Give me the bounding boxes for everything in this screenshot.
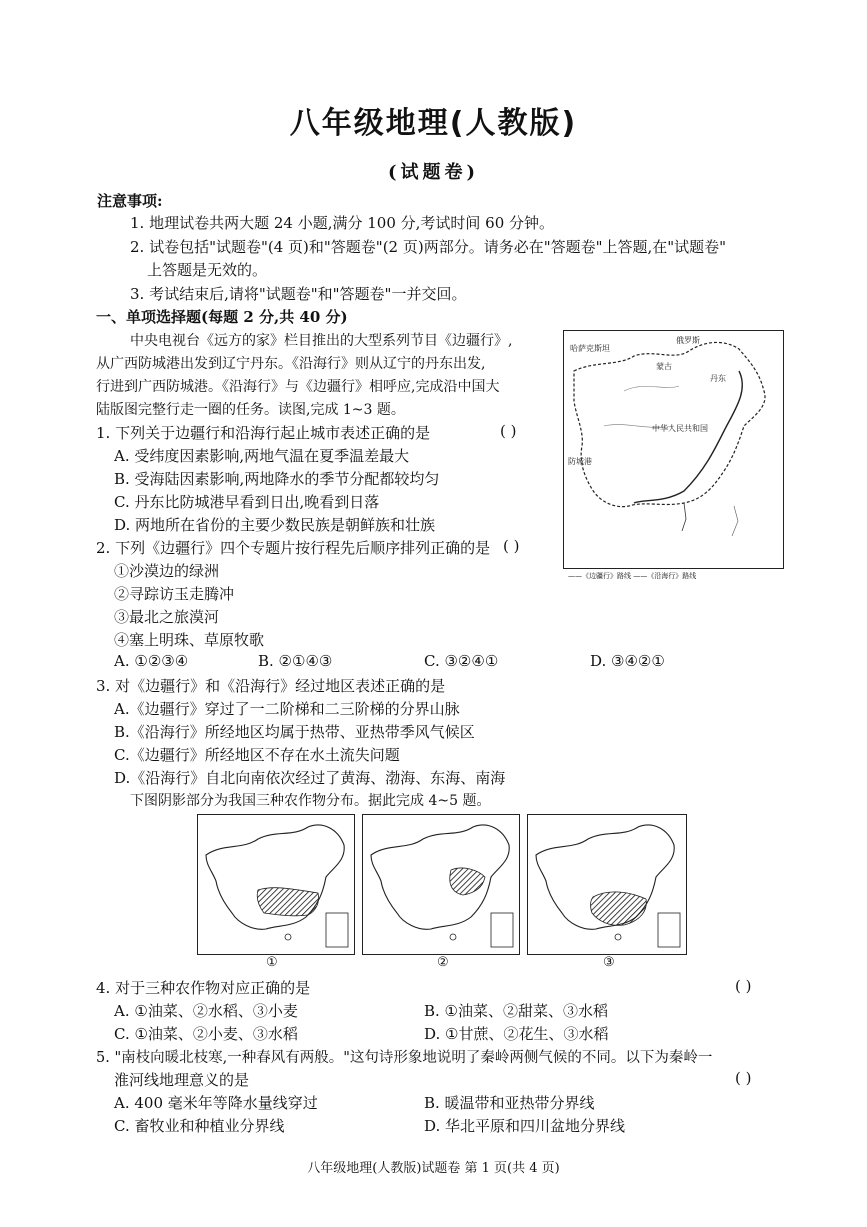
q5-answer-paren: ( ) bbox=[735, 1069, 752, 1087]
q5-option-a: A. 400 毫米年等降水量线穿过 bbox=[114, 1094, 318, 1112]
crop-map-1-graphic bbox=[198, 815, 354, 954]
intro-crops: 下图阴影部分为我国三种农作物分布。据此完成 4~5 题。 bbox=[130, 793, 491, 809]
map-label-kazakhstan: 哈萨克斯坦 bbox=[570, 344, 610, 353]
crop-map-1-caption: ① bbox=[266, 955, 278, 970]
notice-item-2-cont: 上答题是无效的。 bbox=[147, 261, 268, 279]
map-label-fangchenggang: 防城港 bbox=[568, 457, 592, 466]
q3-option-d: D.《沿海行》自北向南依次经过了黄海、渤海、东海、南海 bbox=[114, 769, 506, 787]
q4-stem: 4. 对于三种农作物对应正确的是 bbox=[96, 979, 311, 997]
notice-item-1: 1. 地理试卷共两大题 24 小题,满分 100 分,考试时间 60 分钟。 bbox=[130, 214, 555, 232]
china-route-map-graphic bbox=[564, 331, 783, 568]
q2-item-3: ③最北之旅漠河 bbox=[114, 608, 220, 626]
q1-option-b: B. 受海陆因素影响,两地降水的季节分配都较均匀 bbox=[114, 470, 440, 488]
route-map bbox=[563, 330, 784, 569]
q4-option-b: B. ①油菜、②甜菜、③水稻 bbox=[424, 1002, 609, 1020]
crop-map-3 bbox=[527, 814, 687, 955]
intro-line-2: 从广西防城港出发到辽宁丹东。《沿海行》则从辽宁的丹东出发, bbox=[96, 356, 486, 372]
crop-map-3-caption: ③ bbox=[603, 955, 615, 970]
q3-option-a: A.《边疆行》穿过了一二阶梯和二三阶梯的分界山脉 bbox=[114, 700, 460, 718]
map-label-dandong: 丹东 bbox=[710, 374, 726, 383]
q2-item-4: ④塞上明珠、草原牧歌 bbox=[114, 631, 265, 649]
q3-stem: 3. 对《边疆行》和《沿海行》经过地区表述正确的是 bbox=[96, 677, 446, 695]
intro-line-3: 行进到广西防城港。《沿海行》与《边疆行》相呼应,完成沿中国大 bbox=[96, 379, 500, 395]
section-heading: 一、单项选择题(每题 2 分,共 40 分) bbox=[96, 308, 348, 326]
q1-answer-paren: ( ) bbox=[500, 422, 517, 440]
q4-option-a: A. ①油菜、②水稻、③小麦 bbox=[114, 1002, 298, 1020]
q5-stem-line-1: 5. "南枝向暖北枝寒,一种春风有两般。"这句诗形象地说明了秦岭两侧气候的不同。以下为秦岭一 bbox=[96, 1050, 713, 1066]
q3-option-c: C.《边疆行》所经地区不存在水土流失问题 bbox=[114, 746, 400, 764]
page-subtitle: (试题卷) bbox=[387, 162, 480, 183]
map-label-mongolia: 蒙古 bbox=[656, 362, 672, 371]
q2-item-2: ②寻踪访玉走腾冲 bbox=[114, 585, 235, 603]
q5-stem-line-2: 淮河线地理意义的是 bbox=[114, 1071, 250, 1089]
q2-item-1: ①沙漠边的绿洲 bbox=[114, 562, 220, 580]
crop-map-2-graphic bbox=[363, 815, 519, 954]
q4-answer-paren: ( ) bbox=[735, 977, 752, 995]
page-footer: 八年级地理(人教版)试题卷 第 1 页(共 4 页) bbox=[307, 1161, 560, 1176]
page-title: 八年级地理(人教版) bbox=[289, 106, 578, 141]
q3-option-b: B.《沿海行》所经地区均属于热带、亚热带季风气候区 bbox=[114, 723, 475, 741]
q2-option-b: B. ②①④③ bbox=[258, 652, 333, 670]
q1-option-c: C. 丹东比防城港早看到日出,晚看到日落 bbox=[114, 493, 380, 511]
intro-line-4: 陆版图完整行走一圈的任务。读图,完成 1~3 题。 bbox=[96, 402, 405, 418]
notice-item-2: 2. 试卷包括"试题卷"(4 页)和"答题卷"(2 页)两部分。请务必在"答题卷"上答题,在"试题卷" bbox=[130, 238, 727, 256]
q1-option-d: D. 两地所在省份的主要少数民族是朝鲜族和壮族 bbox=[114, 516, 436, 534]
q4-option-d: D. ①甘蔗、②花生、③水稻 bbox=[424, 1025, 609, 1043]
route-map-legend: ——《边疆行》路线 ——《沿海行》路线 bbox=[568, 572, 697, 580]
q2-option-a: A. ①②③④ bbox=[114, 652, 189, 670]
map-label-prc: 中华人民共和国 bbox=[652, 424, 708, 433]
intro-line-1: 中央电视台《远方的家》栏目推出的大型系列节目《边疆行》, bbox=[130, 333, 513, 349]
crop-map-2 bbox=[362, 814, 520, 955]
crop-map-2-caption: ② bbox=[437, 955, 449, 970]
crop-map-1 bbox=[197, 814, 355, 955]
q1-option-a: A. 受纬度因素影响,两地气温在夏季温差最大 bbox=[114, 447, 410, 465]
q5-option-b: B. 暖温带和亚热带分界线 bbox=[424, 1094, 595, 1112]
q2-option-d: D. ③④②① bbox=[590, 652, 665, 670]
q2-option-c: C. ③②④① bbox=[424, 652, 499, 670]
q5-option-d: D. 华北平原和四川盆地分界线 bbox=[424, 1117, 626, 1135]
q2-stem: 2. 下列《边疆行》四个专题片按行程先后顺序排列正确的是 bbox=[96, 539, 491, 557]
notice-item-3: 3. 考试结束后,请将"试题卷"和"答题卷"一并交回。 bbox=[130, 285, 467, 303]
q2-answer-paren: ( ) bbox=[503, 537, 520, 555]
notice-heading: 注意事项: bbox=[97, 192, 163, 210]
q5-option-c: C. 畜牧业和种植业分界线 bbox=[114, 1117, 285, 1135]
q1-stem: 1. 下列关于边疆行和沿海行起止城市表述正确的是 bbox=[96, 424, 431, 442]
q4-option-c: C. ①油菜、②小麦、③水稻 bbox=[114, 1025, 298, 1043]
map-label-russia: 俄罗斯 bbox=[676, 336, 700, 345]
crop-map-3-graphic bbox=[528, 815, 686, 954]
